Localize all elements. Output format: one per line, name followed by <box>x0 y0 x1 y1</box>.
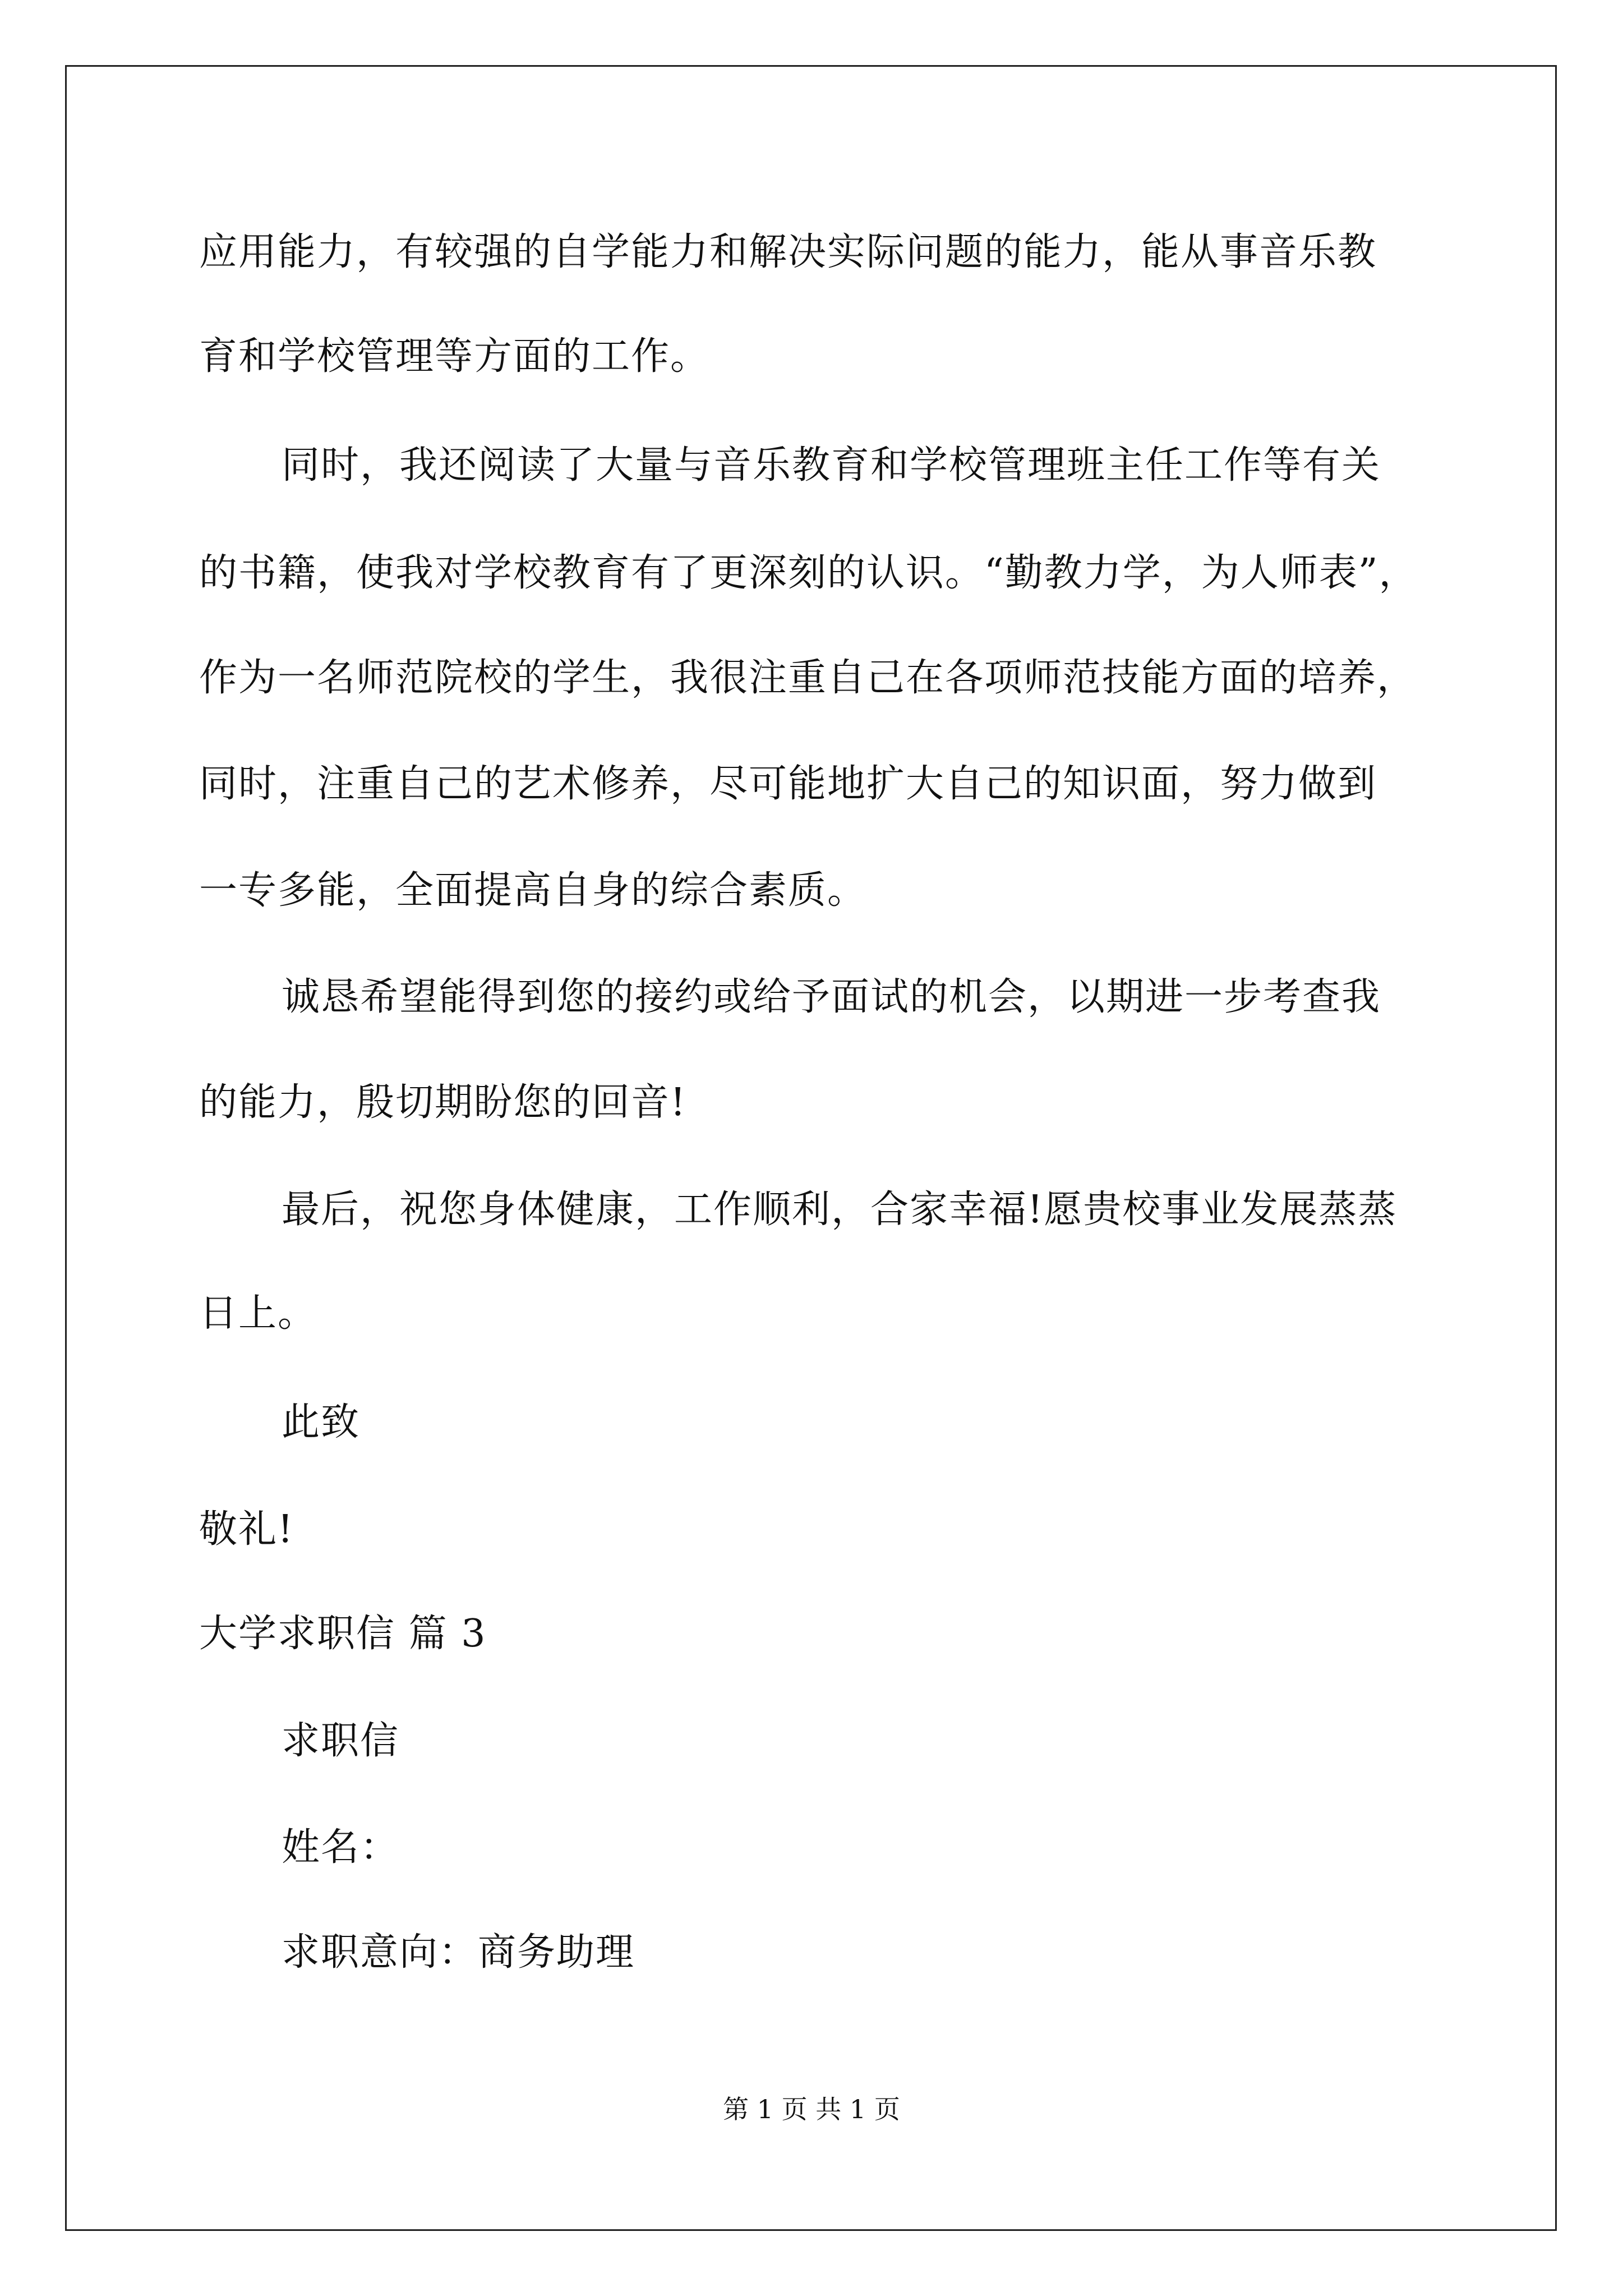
section-title: 大学求职信 篇 3 <box>199 1612 487 1656</box>
body-line: 同时，注重自己的艺术修养，尽可能地扩大自己的知识面，努力做到 <box>199 762 1377 806</box>
job-intent-line: 求职意向：商务助理 <box>282 1930 635 1975</box>
body-line: 的能力，殷切期盼您的回音! <box>199 1080 687 1125</box>
letter-heading: 求职信 <box>282 1719 400 1763</box>
body-line: 作为一名师范院校的学生，我很注重自己在各项师范技能方面的培养， <box>199 656 1417 700</box>
paragraph-start-line: 诚恳希望能得到您的接约或给予面试的机会，以期进一步考查我 <box>282 975 1381 1019</box>
name-field-label: 姓名： <box>282 1825 400 1870</box>
closing-regards: 敬礼! <box>199 1507 294 1552</box>
closing-salutation: 此致 <box>282 1400 361 1444</box>
body-line: 日上。 <box>199 1291 317 1336</box>
body-line: 应用能力，有较强的自学能力和解决实际问题的能力，能从事音乐教 <box>199 230 1377 274</box>
body-line: 一专多能，全面提高自身的综合素质。 <box>199 868 867 913</box>
page-footer: 第 1 页 共 1 页 <box>723 2094 900 2124</box>
page-border <box>65 65 1557 2231</box>
body-line: 的书籍，使我对学校教育有了更深刻的认识。“勤教力学，为人师表”， <box>199 551 1418 595</box>
paragraph-start-line: 最后，祝您身体健康，工作顺利，合家幸福!愿贵校事业发展蒸蒸 <box>282 1188 1398 1232</box>
body-line: 育和学校管理等方面的工作。 <box>199 334 710 379</box>
paragraph-start-line: 同时，我还阅读了大量与音乐教育和学校管理班主任工作等有关 <box>282 443 1381 487</box>
